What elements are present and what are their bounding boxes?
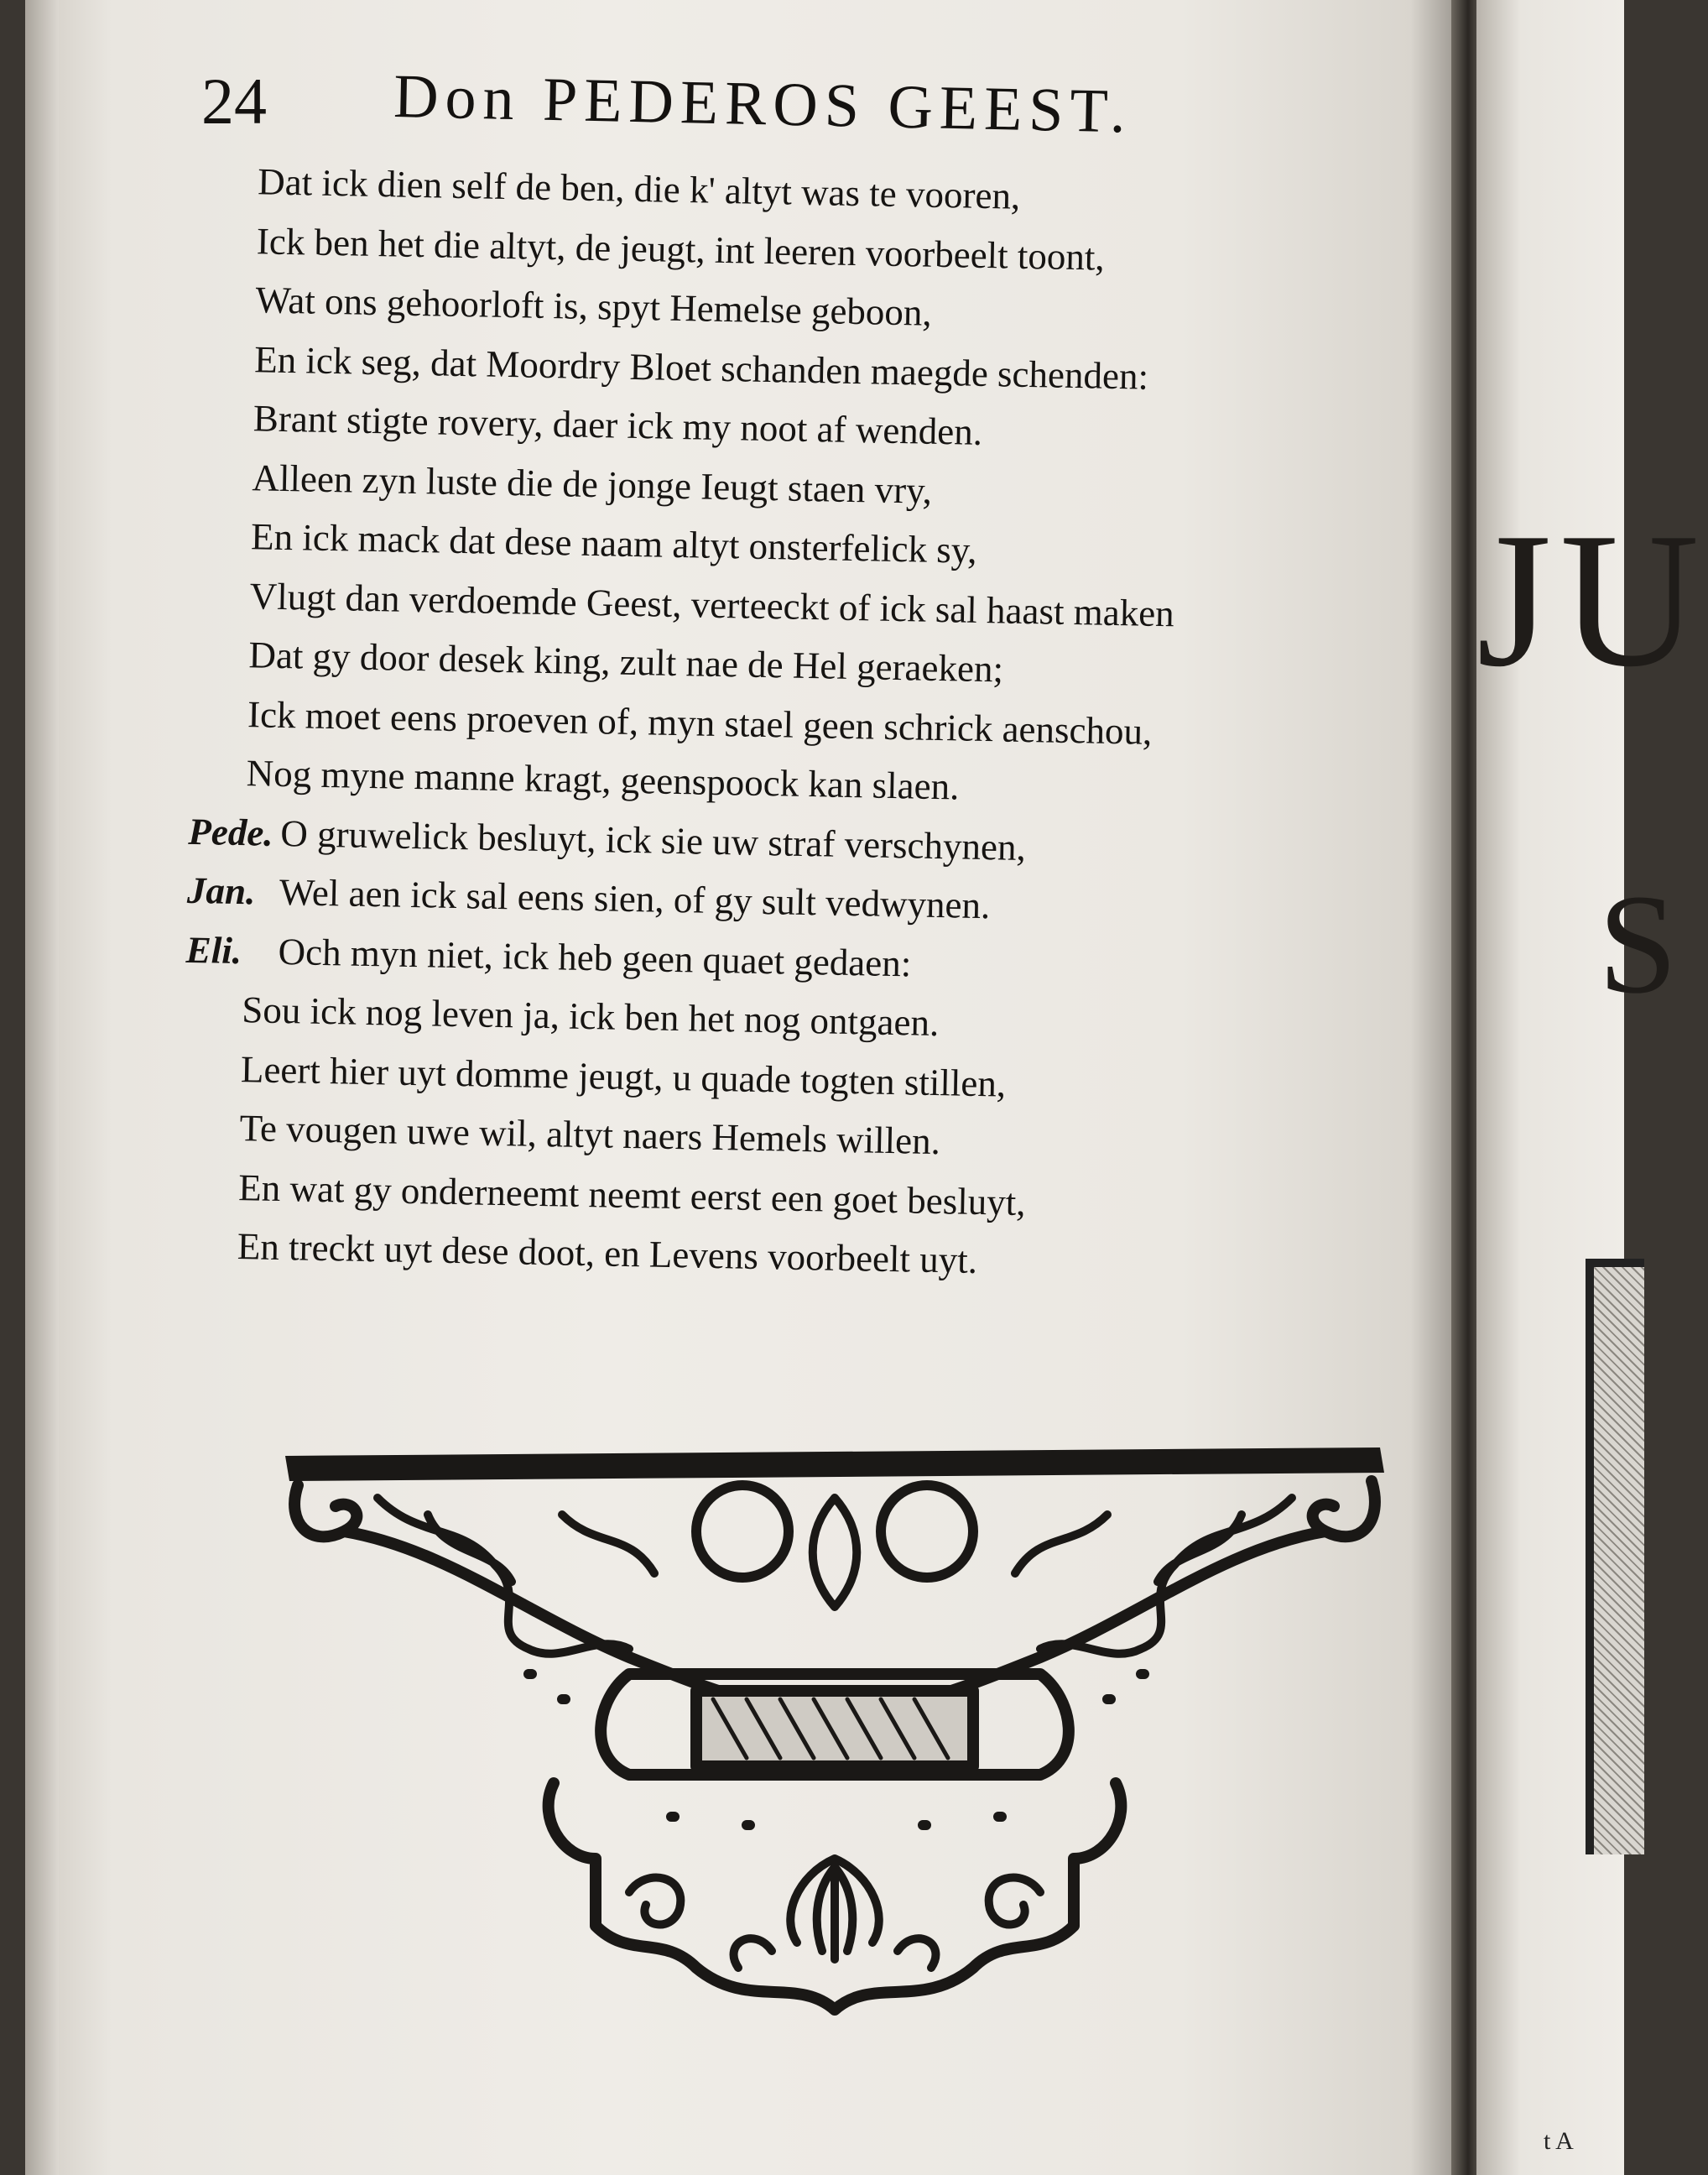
line-indent [200, 193, 258, 194]
verse-line-text: Brant stigte rovery, daer ick my noot af wenden. [253, 397, 983, 453]
ornament-center-drop [813, 1498, 857, 1607]
page-number: 24 [201, 65, 267, 138]
verse-line-text: Wel aen ick sal eens sien, of gy sult vedwynen. [279, 870, 991, 927]
verse-line-text: Dat gy door desek king, zult nae de Hel geraeken; [248, 634, 1004, 691]
right-page-woodcut-frame [1586, 1259, 1644, 1854]
verse-line-text: Sou ick nog leven ja, ick ben het nog ontgaen. [241, 988, 940, 1045]
speaker-label: Pede. [187, 810, 274, 854]
verse-line-text: En wat gy onderneemt neemt eerst een goet besluyt, [237, 1166, 1027, 1223]
verse-line-text: O gruwelick besluyt, ick sie uw straf verschynen, [279, 811, 1027, 868]
verse-line-text: En ick seg, dat Moordry Bloet schanden maegde schenden: [253, 337, 1149, 398]
verse-line-text: Wat ons gehoorloft is, spyt Hemelse geboon, [255, 279, 933, 334]
running-head: Don PEDEROS GEEST. [393, 62, 1133, 147]
line-indent [190, 725, 247, 726]
line-indent [200, 252, 257, 253]
verse-line-text: Ick ben het die altyt, de jeugt, int leeren voorbeelt toont, [256, 219, 1106, 279]
ornament-center-rosette-right [881, 1485, 973, 1578]
ornament-left-foliage [378, 1498, 654, 1654]
ornament-top-bar [285, 1447, 1384, 1481]
verse-line-text: Nog myne manne kragt, geenspoock kan slaen. [246, 752, 960, 808]
line-indent [197, 370, 254, 371]
line-indent [184, 1080, 241, 1081]
verse-line-text: Leert hier uyt domme jeugt, u quade togten stillen, [240, 1047, 1007, 1105]
speaker-label: Jan. [186, 868, 256, 913]
ornament-left-scroll [294, 1485, 747, 1699]
line-indent [198, 311, 255, 312]
line-indent [191, 666, 248, 667]
woodcut-ornament [277, 1422, 1393, 2026]
line-indent [185, 1021, 242, 1022]
line-indent [181, 1198, 238, 1199]
line-indent [194, 548, 251, 549]
ornament-center-rosette-left [696, 1485, 789, 1578]
line-indent [193, 607, 250, 608]
line-indent [195, 488, 252, 489]
verse-line-text: En ick mack dat dese naam altyt onsterfelick sy, [250, 515, 978, 571]
ornament-right-scroll [923, 1481, 1375, 1699]
verse-text-block [180, 151, 1459, 1299]
line-indent [180, 1258, 237, 1259]
verse-line-text: Alleen zyn luste die de jonge Ieugt staen vry, [252, 456, 933, 512]
ornament-right-foliage [1015, 1498, 1292, 1654]
right-page-letter: S [1598, 865, 1678, 1023]
right-page-large-letters: JU [1476, 493, 1708, 707]
ornament-palmette [790, 1859, 879, 1959]
verse-line-text: Dat ick dien self de ben, die k' altyt was te vooren, [257, 160, 1021, 217]
verse-line-text: En treckt uyt dese doot, en Levens voorbeelt uyt. [237, 1225, 978, 1281]
verse-line-text: Och myn niet, ick heb geen quaet gedaen: [278, 930, 912, 984]
verse-line-text: Vlugt dan verdoemde Geest, verteeckt of ick sal haast maken [249, 574, 1175, 634]
verse-line-text: Ick moet eens proeven of, myn stael geen schrick aenschou, [247, 692, 1153, 753]
right-page-bottom-text: t A [1544, 2127, 1574, 2155]
speaker-label: Eli. [185, 928, 242, 972]
verse-line-text: Te vougen uwe wil, altyt naers Hemels willen. [239, 1107, 941, 1163]
